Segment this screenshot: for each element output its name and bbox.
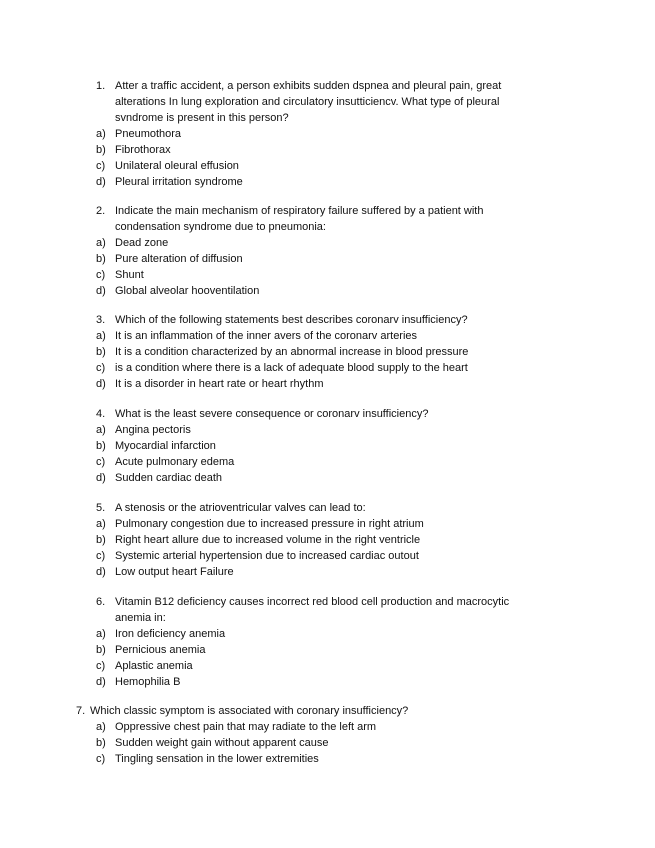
option-letter: a) [96, 424, 106, 436]
question-stem [0, 203, 655, 235]
answer-option [0, 422, 655, 438]
question-number: 7. [76, 705, 86, 717]
option-text: Acute pulmonary edema [115, 456, 235, 468]
question-text: Atter a traffic accident, a person exhibits sudden dspnea and pleural pain, great alterations In lung exploration and circulatory insutticiencv. What type of pleural svndrome is present in this person? [115, 80, 502, 124]
option-letter: b) [96, 534, 106, 546]
option-letter: c) [96, 456, 106, 468]
option-text: Pleural irritation syndrome [115, 176, 243, 188]
option-letter: a) [96, 128, 106, 140]
answer-option [0, 751, 655, 767]
option-text: Sudden weight gain without apparent cause [115, 737, 329, 749]
question-text: Which classic symptom is associated with coronary insufficiency? [90, 705, 409, 717]
answer-option [0, 626, 655, 642]
answer-option [0, 658, 655, 674]
answer-option [0, 548, 655, 564]
answer-option [0, 470, 655, 486]
question-number: 4. [96, 408, 106, 420]
option-text: Pure alteration of diffusion [115, 253, 243, 265]
option-text: Shunt [115, 269, 144, 281]
question-3 [0, 312, 655, 392]
option-letter: d) [96, 176, 106, 188]
question-number: 1. [96, 80, 106, 92]
answer-option [0, 642, 655, 658]
answer-option [0, 564, 655, 580]
question-stem [0, 594, 655, 626]
option-letter: b) [96, 253, 106, 265]
question-text: A stenosis or the atrioventricular valves can lead to: [115, 502, 366, 514]
option-letter: c) [96, 269, 106, 281]
option-text: Aplastic anemia [115, 660, 193, 672]
answer-option [0, 376, 655, 392]
answer-option [0, 438, 655, 454]
answer-option [0, 251, 655, 267]
option-letter: c) [96, 362, 106, 374]
option-text: Unilateral oleural effusion [115, 160, 239, 172]
option-letter: b) [96, 144, 106, 156]
option-letter: d) [96, 285, 106, 297]
question-number: 5. [96, 502, 106, 514]
question-5 [0, 500, 655, 580]
question-text: Indicate the main mechanism of respiratory failure suffered by a patient with condensation syndrome due to pneumonia: [115, 205, 484, 233]
question-number: 6. [96, 596, 106, 608]
answer-option [0, 719, 655, 735]
answer-option [0, 235, 655, 251]
answer-option [0, 283, 655, 299]
answer-option [0, 532, 655, 548]
answer-option [0, 328, 655, 344]
option-text: It is a condition characterized by an abnormal increase in blood pressure [115, 346, 469, 358]
answer-option [0, 674, 655, 690]
answer-option [0, 516, 655, 532]
question-4 [0, 406, 655, 486]
option-text: Iron deficiency anemia [115, 628, 226, 640]
question-6 [0, 594, 655, 690]
answer-option [0, 126, 655, 142]
answer-option [0, 142, 655, 158]
option-letter: d) [96, 566, 106, 578]
answer-option [0, 158, 655, 174]
option-letter: a) [96, 628, 106, 640]
option-letter: c) [96, 550, 106, 562]
option-text: Angina pectoris [115, 424, 191, 436]
option-letter: a) [96, 518, 106, 530]
option-letter: d) [96, 676, 106, 688]
option-text: is a condition where there is a lack of adequate blood supply to the heart [115, 362, 468, 374]
option-text: Tingling sensation in the lower extremities [115, 753, 319, 765]
option-letter: c) [96, 660, 106, 672]
option-letter: a) [96, 721, 106, 733]
answer-option [0, 344, 655, 360]
option-text: Low output heart Failure [115, 566, 234, 578]
option-letter: b) [96, 737, 106, 749]
option-letter: a) [96, 330, 106, 342]
option-letter: b) [96, 644, 106, 656]
option-letter: b) [96, 346, 106, 358]
question-text: Which of the following statements best describes coronarv insufficiency? [115, 314, 468, 326]
option-text: Right heart allure due to increased volume in the right ventricle [115, 534, 421, 546]
answer-option [0, 735, 655, 751]
question-text: Vitamin B12 deficiency causes incorrect red blood cell production and macrocytic anemia in: [115, 596, 510, 624]
option-text: It is an inflammation of the inner avers of the coronarv arteries [115, 330, 418, 342]
option-text: Pneumothora [115, 128, 182, 140]
option-text: Fibrothorax [115, 144, 171, 156]
option-letter: d) [96, 378, 106, 390]
option-letter: a) [96, 237, 106, 249]
question-stem [0, 312, 655, 328]
question-stem [0, 406, 655, 422]
answer-option [0, 360, 655, 376]
option-letter: c) [96, 753, 106, 765]
question-stem [0, 703, 655, 719]
option-letter: b) [96, 440, 106, 452]
option-text: Oppressive chest pain that may radiate to the left arm [115, 721, 377, 733]
option-letter: c) [96, 160, 106, 172]
question-2 [0, 203, 655, 299]
question-text: What is the least severe consequence or coronarv insufficiency? [115, 408, 429, 420]
answer-option [0, 267, 655, 283]
question-stem [0, 500, 655, 516]
option-text: Pulmonary congestion due to increased pressure in right atrium [115, 518, 424, 530]
answer-option [0, 454, 655, 470]
option-text: Pernicious anemia [115, 644, 206, 656]
question-number: 2. [96, 205, 106, 217]
option-text: Dead zone [115, 237, 169, 249]
question-number: 3. [96, 314, 106, 326]
option-text: Sudden cardiac death [115, 472, 223, 484]
option-text: Global alveolar hooventilation [115, 285, 260, 297]
option-text: Systemic arterial hypertension due to increased cardiac outout [115, 550, 419, 562]
answer-option [0, 174, 655, 190]
question-stem [0, 78, 655, 126]
option-letter: d) [96, 472, 106, 484]
option-text: Myocardial infarction [115, 440, 216, 452]
question-7 [0, 703, 655, 767]
question-1 [0, 78, 655, 190]
option-text: Hemophilia B [115, 676, 181, 688]
option-text: It is a disorder in heart rate or heart rhythm [115, 378, 324, 390]
